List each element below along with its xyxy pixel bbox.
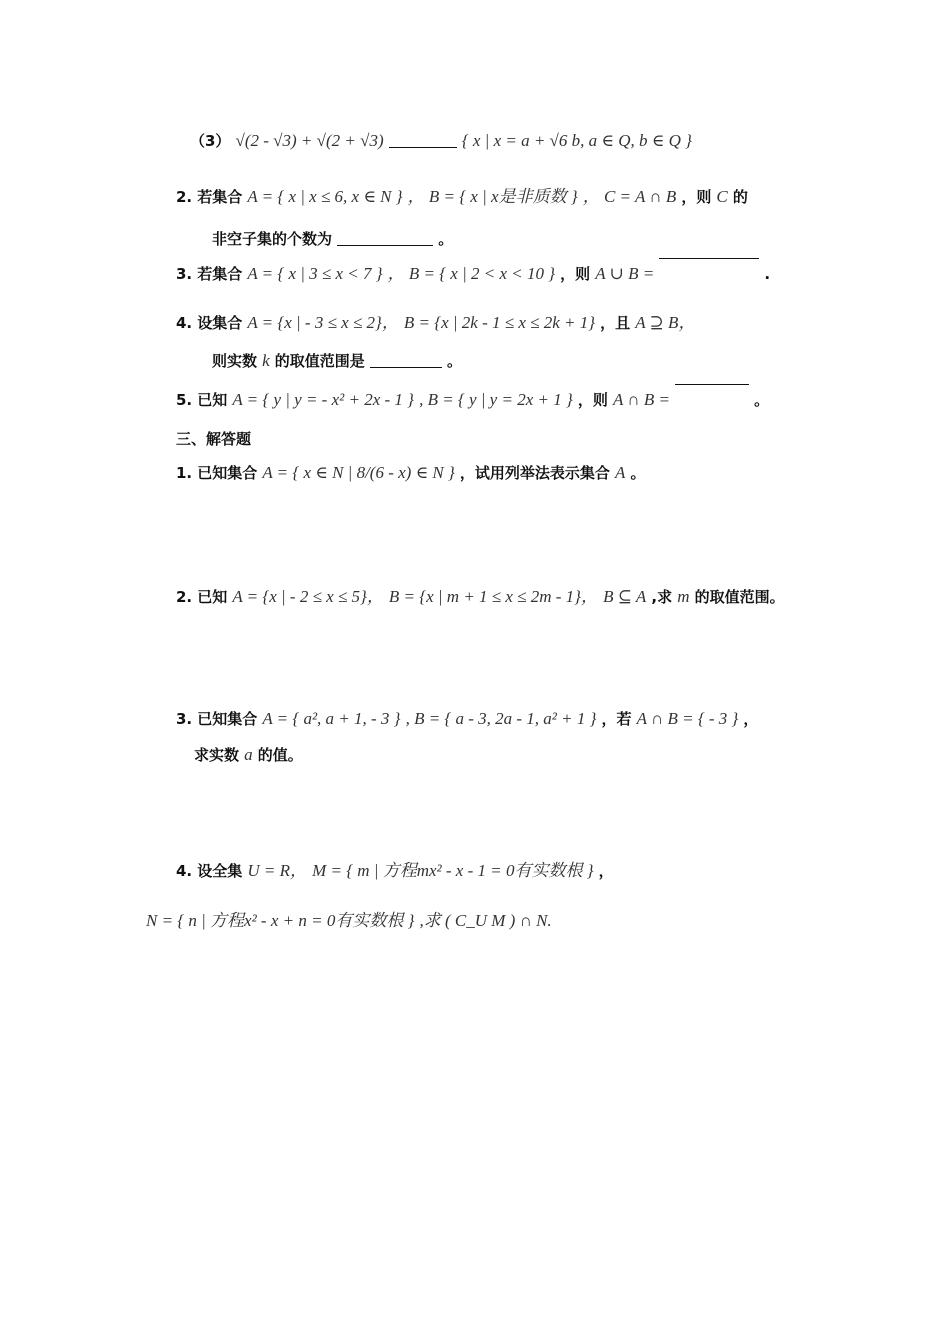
question-text: 的值。 bbox=[257, 746, 303, 764]
math-var: A bbox=[615, 463, 626, 482]
question-text: 的取值范围是 bbox=[274, 352, 365, 370]
fill-in-question-4-line2 bbox=[212, 350, 462, 371]
question-text: ,求 bbox=[651, 588, 673, 606]
question-text: 。 bbox=[630, 464, 646, 482]
fill-in-q-sub3 bbox=[190, 130, 692, 151]
question-text: ， bbox=[743, 710, 759, 728]
fill-in-question-2-line2 bbox=[212, 228, 453, 249]
answer-blank[interactable] bbox=[337, 231, 433, 246]
math-expr: √(2 - √3) + √(2 + √3) bbox=[235, 131, 384, 150]
math-var: C bbox=[716, 187, 728, 206]
question-text: 已知集合 bbox=[197, 464, 258, 482]
fill-in-question-4 bbox=[176, 308, 695, 333]
math-var: m bbox=[677, 587, 690, 606]
answer-question-4-line2 bbox=[146, 906, 552, 931]
question-text: 则实数 bbox=[212, 352, 258, 370]
math-expr: N = { n | 方程x² - x + n = 0有实数根 } bbox=[146, 911, 415, 930]
answer-question-3 bbox=[176, 708, 758, 729]
fill-in-question-3 bbox=[176, 258, 770, 284]
answer-question-1 bbox=[176, 462, 646, 483]
answer-question-4 bbox=[176, 856, 614, 881]
answer-blank[interactable] bbox=[370, 353, 442, 368]
answer-blank[interactable] bbox=[389, 133, 457, 148]
fill-in-question-5 bbox=[176, 384, 769, 410]
question-text: 设集合 bbox=[197, 314, 243, 332]
math-expr: A ∩ B = { - 3 } bbox=[636, 709, 739, 728]
answer-question-3-line2 bbox=[194, 744, 303, 765]
answer-blank[interactable] bbox=[659, 258, 759, 273]
question-text: 非空子集的个数为 bbox=[212, 230, 333, 248]
question-text: 求实数 bbox=[194, 746, 240, 764]
question-text: 已知 bbox=[197, 391, 228, 409]
math-expr: ， C = A ∩ B bbox=[582, 187, 677, 206]
math-expr: A ⊇ B， bbox=[635, 313, 696, 332]
math-expr: A = { x | x ≤ 6, x ∈ N } bbox=[247, 187, 403, 206]
math-expr: , B = { a - 3, 2a - 1, a² + 1 } bbox=[405, 709, 597, 728]
answer-blank[interactable] bbox=[675, 384, 749, 399]
question-number: 3. bbox=[176, 710, 193, 728]
question-text: 设全集 bbox=[197, 862, 243, 880]
question-number: 1. bbox=[176, 464, 193, 482]
answer-question-2 bbox=[176, 582, 785, 607]
question-text: 。 bbox=[446, 352, 462, 370]
math-expr: A ∩ B = bbox=[612, 390, 670, 409]
math-expr: { x | x = a + √6 b, a ∈ Q, b ∈ Q } bbox=[461, 131, 692, 150]
math-expr: A = { x ∈ N | 8/(6 - x) ∈ N } bbox=[262, 463, 455, 482]
question-text: ，若 bbox=[601, 710, 632, 728]
question-number: 3. bbox=[176, 265, 193, 283]
math-expr: A = {x | - 3 ≤ x ≤ 2}， bbox=[247, 313, 399, 332]
sub-label: （3） bbox=[190, 132, 231, 150]
question-text: 的 bbox=[732, 188, 748, 206]
section-title: 三、解答题 bbox=[176, 430, 252, 448]
math-expr: A = {x | - 2 ≤ x ≤ 5}， bbox=[232, 587, 384, 606]
math-expr: B ⊆ A bbox=[603, 587, 647, 606]
question-text: ，则 bbox=[560, 265, 591, 283]
math-expr: B = {x | 2k - 1 ≤ x ≤ 2k + 1} bbox=[403, 313, 596, 332]
question-text: 。 bbox=[438, 230, 454, 248]
math-var: a bbox=[244, 745, 253, 764]
math-expr: ， B = { x | x是非质数 } bbox=[407, 187, 578, 206]
question-number: 4. bbox=[176, 862, 193, 880]
math-expr: M = { m | 方程mx² - x - 1 = 0有实数根 } bbox=[312, 861, 594, 880]
math-expr: B = {x | m + 1 ≤ x ≤ 2m - 1}， bbox=[388, 587, 598, 606]
question-text: ，试用列举法表示集合 bbox=[459, 464, 610, 482]
question-text: 。 bbox=[754, 391, 770, 409]
question-number: 4. bbox=[176, 314, 193, 332]
question-text: 的取值范围。 bbox=[694, 588, 785, 606]
math-expr: A = { y | y = - x² + 2x - 1 } bbox=[232, 390, 414, 409]
math-expr: ， B = { x | 2 < x < 10 } bbox=[387, 264, 556, 283]
question-text: 若集合 bbox=[197, 188, 243, 206]
question-text: 若集合 bbox=[197, 265, 243, 283]
math-expr: , B = { y | y = 2x + 1 } bbox=[419, 390, 573, 409]
math-expr: U = R， bbox=[247, 861, 307, 880]
math-expr: A = { x | 3 ≤ x < 7 } bbox=[247, 264, 383, 283]
question-text: . bbox=[764, 265, 771, 283]
question-text: 已知集合 bbox=[197, 710, 258, 728]
math-expr: A = { a², a + 1, - 3 } bbox=[262, 709, 401, 728]
math-expr: ,求 ( C_U M ) ∩ N. bbox=[419, 911, 552, 930]
math-expr: A ∪ B = bbox=[595, 264, 655, 283]
question-text: ，则 bbox=[681, 188, 712, 206]
question-number: 2. bbox=[176, 588, 193, 606]
question-number: 2. bbox=[176, 188, 193, 206]
question-text: 已知 bbox=[197, 588, 228, 606]
question-number: 5. bbox=[176, 391, 193, 409]
question-text: ， bbox=[598, 862, 614, 880]
fill-in-question-2 bbox=[176, 182, 748, 207]
question-text: ，且 bbox=[600, 314, 631, 332]
math-var: k bbox=[262, 351, 270, 370]
question-text: ，则 bbox=[577, 391, 608, 409]
